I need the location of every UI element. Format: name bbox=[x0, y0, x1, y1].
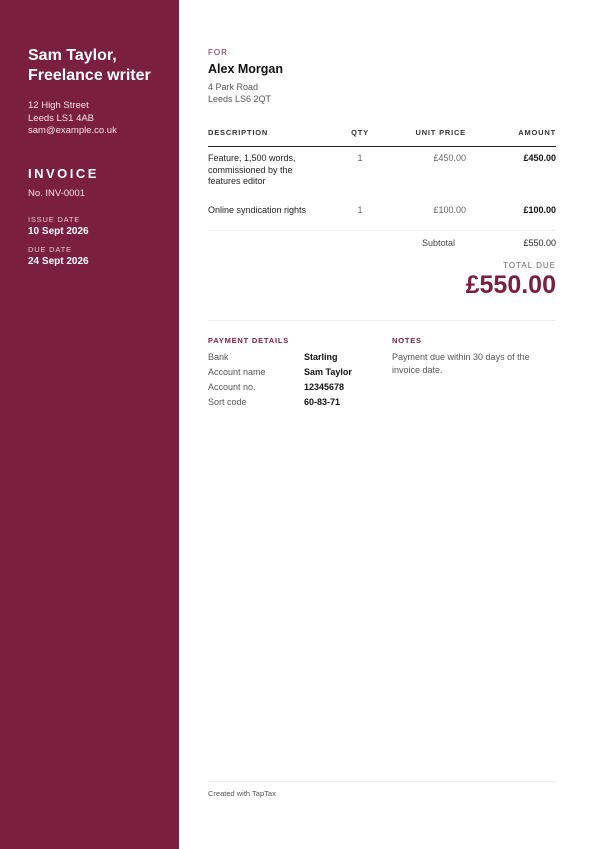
header-qty: QTY bbox=[351, 128, 369, 137]
header-description: DESCRIPTION bbox=[208, 128, 269, 137]
issue-date-label: ISSUE DATE bbox=[28, 214, 81, 224]
table-header bbox=[208, 128, 556, 147]
sender-address: 12 High Street Leeds LS1 4AB sam@example.co.uk bbox=[28, 100, 151, 138]
row-qty: 1 bbox=[357, 153, 363, 163]
invoice-heading: INVOICE bbox=[28, 165, 99, 181]
row-amount: £100.00 bbox=[523, 205, 556, 215]
table-row bbox=[208, 153, 556, 198]
total-due-label: TOTAL DUE bbox=[503, 261, 556, 270]
subtotal-value: £550.00 bbox=[523, 238, 556, 248]
total-due-value: £550.00 bbox=[465, 271, 556, 299]
row-amount: £450.00 bbox=[523, 153, 556, 163]
sidebar bbox=[0, 0, 179, 849]
row-description: Online syndication rights bbox=[208, 205, 307, 215]
table-row bbox=[208, 205, 556, 231]
divider bbox=[208, 320, 556, 321]
payment-details-label: PAYMENT DETAILS bbox=[208, 336, 290, 345]
footer-credit: Created with TapTax bbox=[208, 789, 276, 798]
client-address: 4 Park Road Leeds LS6 2QT bbox=[208, 82, 272, 104]
row-qty: 1 bbox=[357, 205, 363, 215]
due-date-label: DUE DATE bbox=[28, 244, 72, 254]
row-unit-price: £450.00 bbox=[433, 153, 466, 163]
row-description: Feature, 1,500 words, commissioned by the features editor bbox=[208, 153, 296, 186]
sender-email: sam@example.co.uk bbox=[28, 125, 117, 136]
footer-divider bbox=[208, 781, 556, 782]
client-name: Alex Morgan bbox=[208, 62, 284, 76]
header-amount: AMOUNT bbox=[518, 128, 556, 137]
issue-date: 10 Sept 2026 bbox=[28, 225, 89, 237]
sender-name: Sam Taylor, Freelance writer bbox=[28, 47, 151, 84]
row-unit-price: £100.00 bbox=[433, 205, 466, 215]
invoice-body: FOR Alex Morgan 4 Park Road Leeds LS6 2QT DESCRIPTION QTY UNIT PRICE AMOUNT Feature, 1,500 words, commissioned by the features editor 1 £450.00 £450.00 Online syndication rights 1 £100.00 £100.00 Subtotal £550.00 TOTAL DUE £550.00 PAYMENT DETAILS Bank Starling Account name Sam Taylor Account no. 12345678 Sort code 60-83-71 NOTES Payment due within 30 days of the invoice date. Created with TapTax bbox=[208, 48, 556, 798]
subtotal-label: Subtotal bbox=[422, 238, 456, 248]
invoice-number: No. INV-0001 bbox=[28, 187, 86, 199]
header-unit-price: UNIT PRICE bbox=[415, 128, 466, 137]
due-date: 24 Sept 2026 bbox=[28, 255, 89, 267]
client-label: FOR bbox=[208, 48, 228, 57]
notes-text: Payment due within 30 days of the invoice date. bbox=[392, 352, 530, 375]
notes-label: NOTES bbox=[392, 336, 422, 345]
